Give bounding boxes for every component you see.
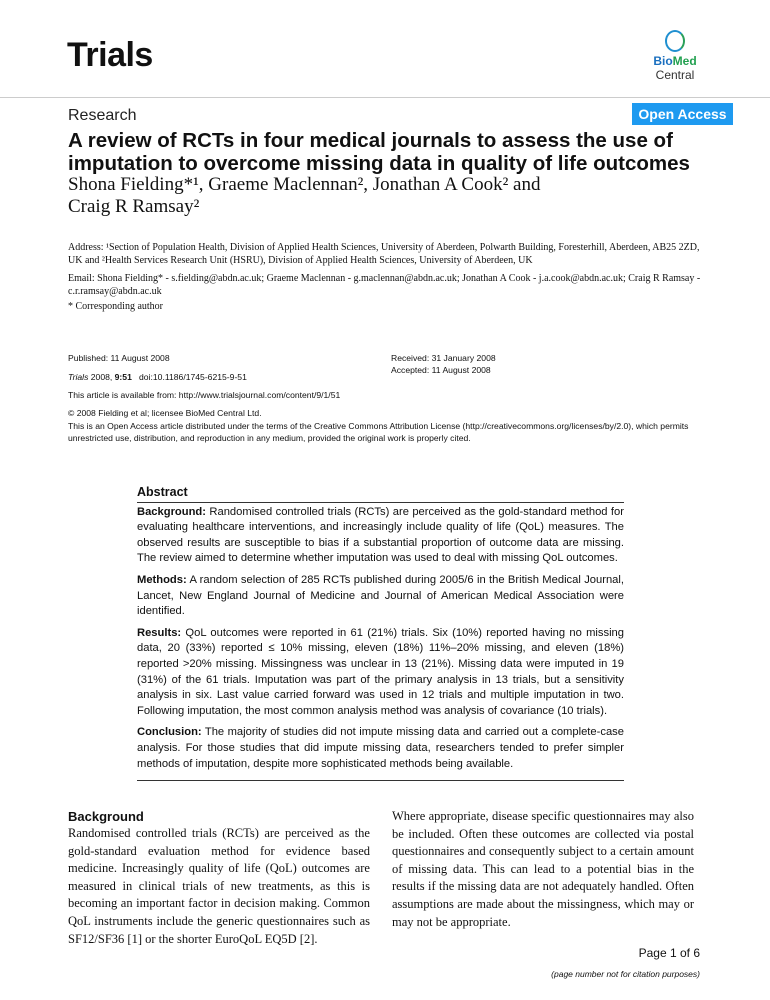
page-note: (page number not for citation purposes) xyxy=(551,969,700,979)
accepted-date: Accepted: 11 August 2008 xyxy=(391,365,491,375)
authors: Shona Fielding*¹, Graeme Maclennan², Jonathan A Cook² and Craig R Ramsay² xyxy=(68,174,541,217)
article-type: Research xyxy=(68,107,137,124)
abstract-background: Background: Randomised controlled trials (RCTs) are perceived as the gold-standard method for evaluating healthcare interventions, and increasingly include quality of life (QoL) measures. The observed results are susceptible to bias if a substantial proportion of outcome data are missing. The review aimed to determine whether imputation was used to deal with missing QoL outcomes. xyxy=(137,505,624,565)
emails: Email: Shona Fielding* - s.fielding@abdn.ac.uk; Graeme Maclennan - g.maclennan@abdn.ac.uk; Jonathan A Cook - j.a.cook@abdn.ac.uk; Craig R Ramsay - c.r.ramsay@abdn.ac.uk xyxy=(68,273,701,297)
article-url[interactable]: This article is available from: http://www.trialsjournal.com/content/9/1/51 xyxy=(68,390,341,400)
abstract-divider xyxy=(137,780,624,781)
published-date: Published: 11 August 2008 xyxy=(68,353,170,363)
header-divider xyxy=(0,97,770,98)
page-number: Page 1 of 6 xyxy=(638,946,700,960)
abstract-conclusion: Conclusion: The majority of studies did not impute missing data and carried out a complete-case analysis. For those studies that did impute missing data, researchers tended to prefer simpler methods of imputation, despite more sophisticated methods being available. xyxy=(137,726,624,770)
biomed-central-logo: BioMed Central xyxy=(640,30,710,82)
corresponding-author: * Corresponding author xyxy=(68,301,163,312)
address: Address: ¹Section of Population Health, Division of Applied Health Sciences, University of Aberdeen, Polwarth Building, Foresterhill, Aberdeen, AB25 2ZD, UK and ²Health Services Research Unit (HSRU), Division of Applied Health Sciences, University of Aberdeen, UK xyxy=(68,242,700,266)
section-heading: Background xyxy=(68,809,144,824)
license-link[interactable]: http://creativecommons.org/licenses/by/2.0 xyxy=(465,421,629,431)
abstract-results: Results: QoL outcomes were reported in 61 (21%) trials. Six (10%) reported having no missing data, 20 (33%) reported ≤ 10% missing, eleven (18%) 11%–20% missing, and eleven (18%) reported >20% missing. Missingness was unclear in 13 (21%). Missing data were imputed in 19 (31%) of the 61 trials. Imputation was part of the primary analysis in 13 trials, but a sensitivity analysis in six. Last value carried forward was used in 12 trials and multiple imputation in two. Following imputation, the most common analysis method was analysis of covariance (10 trials). xyxy=(137,626,624,717)
citation: Trials 2008, 9:51 doi:10.1186/1745-6215-9-51 xyxy=(68,372,247,382)
open-access-badge: Open Access xyxy=(632,103,733,125)
abstract-methods: Methods: A random selection of 285 RCTs published during 2005/6 in the British Medical Journal, Lancet, New England Journal of Medicine and Journal of American Medical Association were identified. xyxy=(137,573,624,618)
abstract-heading: Abstract xyxy=(137,485,624,503)
body-column-left: Background Randomised controlled trials (RCTs) are perceived as the gold-standard evaluation method for evidence based medicine. Increasingly quality of life (QoL) outcomes are measured in clinical trials of new treatments, as this is becoming an important factor in decision making. Common QoL instruments include the generic questionnaires such as SF12/SF36 [1] or the shorter EuroQoL EQ5D [2]. xyxy=(68,809,370,946)
abstract xyxy=(137,485,624,781)
logo-ring-icon xyxy=(665,30,685,52)
license: This is an Open Access article distributed under the terms of the Creative Commons Attribution License (http://creativecommons.org/licenses/by/2.0), which permits unrestricted use, distribution, and reproduction in any medium, provided the original work is properly cited. xyxy=(68,421,689,443)
copyright: © 2008 Fielding et al; licensee BioMed Central Ltd. xyxy=(68,408,262,418)
received-date: Received: 31 January 2008 xyxy=(391,353,496,363)
journal-name: Trials xyxy=(67,36,153,74)
article-title: A review of RCTs in four medical journals to assess the use of imputation to overcome missing data in quality of life outcomes xyxy=(68,129,690,175)
body-column-right: Where appropriate, disease specific questionnaires may also be included. Often these outcomes are collected via postal questionnaires and consequently subject to a certain amount of missing data. This can lead to a potential bias in the results if the missing data are not adequately handled. Often assumptions are made about the missingness, which may or may not be appropriate. xyxy=(392,809,694,929)
